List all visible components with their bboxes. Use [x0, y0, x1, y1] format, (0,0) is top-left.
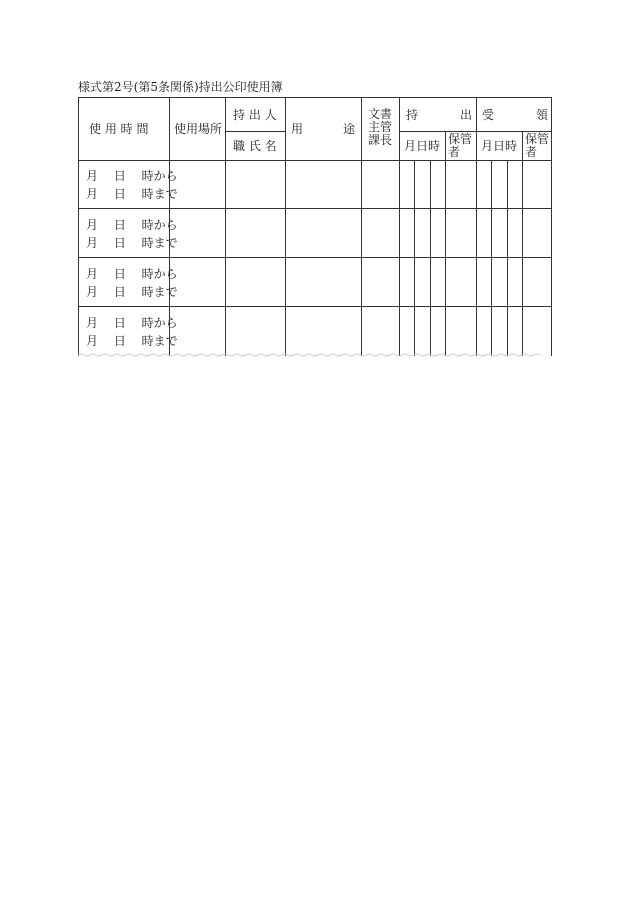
header-takeout-left: 持 — [406, 108, 419, 122]
header-receipt-date: 月日時 — [481, 139, 518, 153]
header-carrier: 持 出 人 — [233, 108, 277, 122]
usage-ledger-table — [78, 97, 552, 356]
header-chief-line2: 主管 — [368, 120, 393, 134]
header-takeout-keeper-line2: 者 — [448, 145, 461, 159]
header-carrier-name: 職 氏 名 — [233, 139, 277, 153]
header-chief-line3: 課長 — [368, 133, 393, 147]
time-from: 月 日 時から — [86, 218, 178, 232]
header-usage-time: 使 用 時 間 — [89, 122, 149, 136]
header-takeout-date: 月日時 — [404, 139, 441, 153]
header-receipt-left: 受 — [482, 108, 495, 122]
header-receipt-keeper-line2: 者 — [525, 145, 538, 159]
time-to: 月 日 時まで — [86, 285, 178, 299]
time-to: 月 日 時まで — [86, 236, 178, 250]
header-takeout-right: 出 — [460, 108, 473, 122]
time-from: 月 日 時から — [86, 267, 178, 281]
time-from: 月 日 時から — [86, 169, 178, 183]
time-to: 月 日 時まで — [86, 187, 178, 201]
header-usage-place: 使用場所 — [174, 122, 223, 136]
time-to: 月 日 時まで — [86, 334, 178, 348]
header-receipt-right: 領 — [536, 108, 549, 122]
header-purpose-right: 途 — [343, 122, 356, 136]
form-title: 様式第2号(第5条関係)持出公印使用簿 — [78, 80, 283, 94]
header-takeout-keeper-line1: 保管 — [448, 132, 473, 146]
header-purpose-left: 用 — [291, 122, 304, 136]
header-chief-line1: 文書 — [368, 107, 393, 121]
time-from: 月 日 時から — [86, 316, 178, 330]
header-receipt-keeper-line1: 保管 — [525, 132, 550, 146]
